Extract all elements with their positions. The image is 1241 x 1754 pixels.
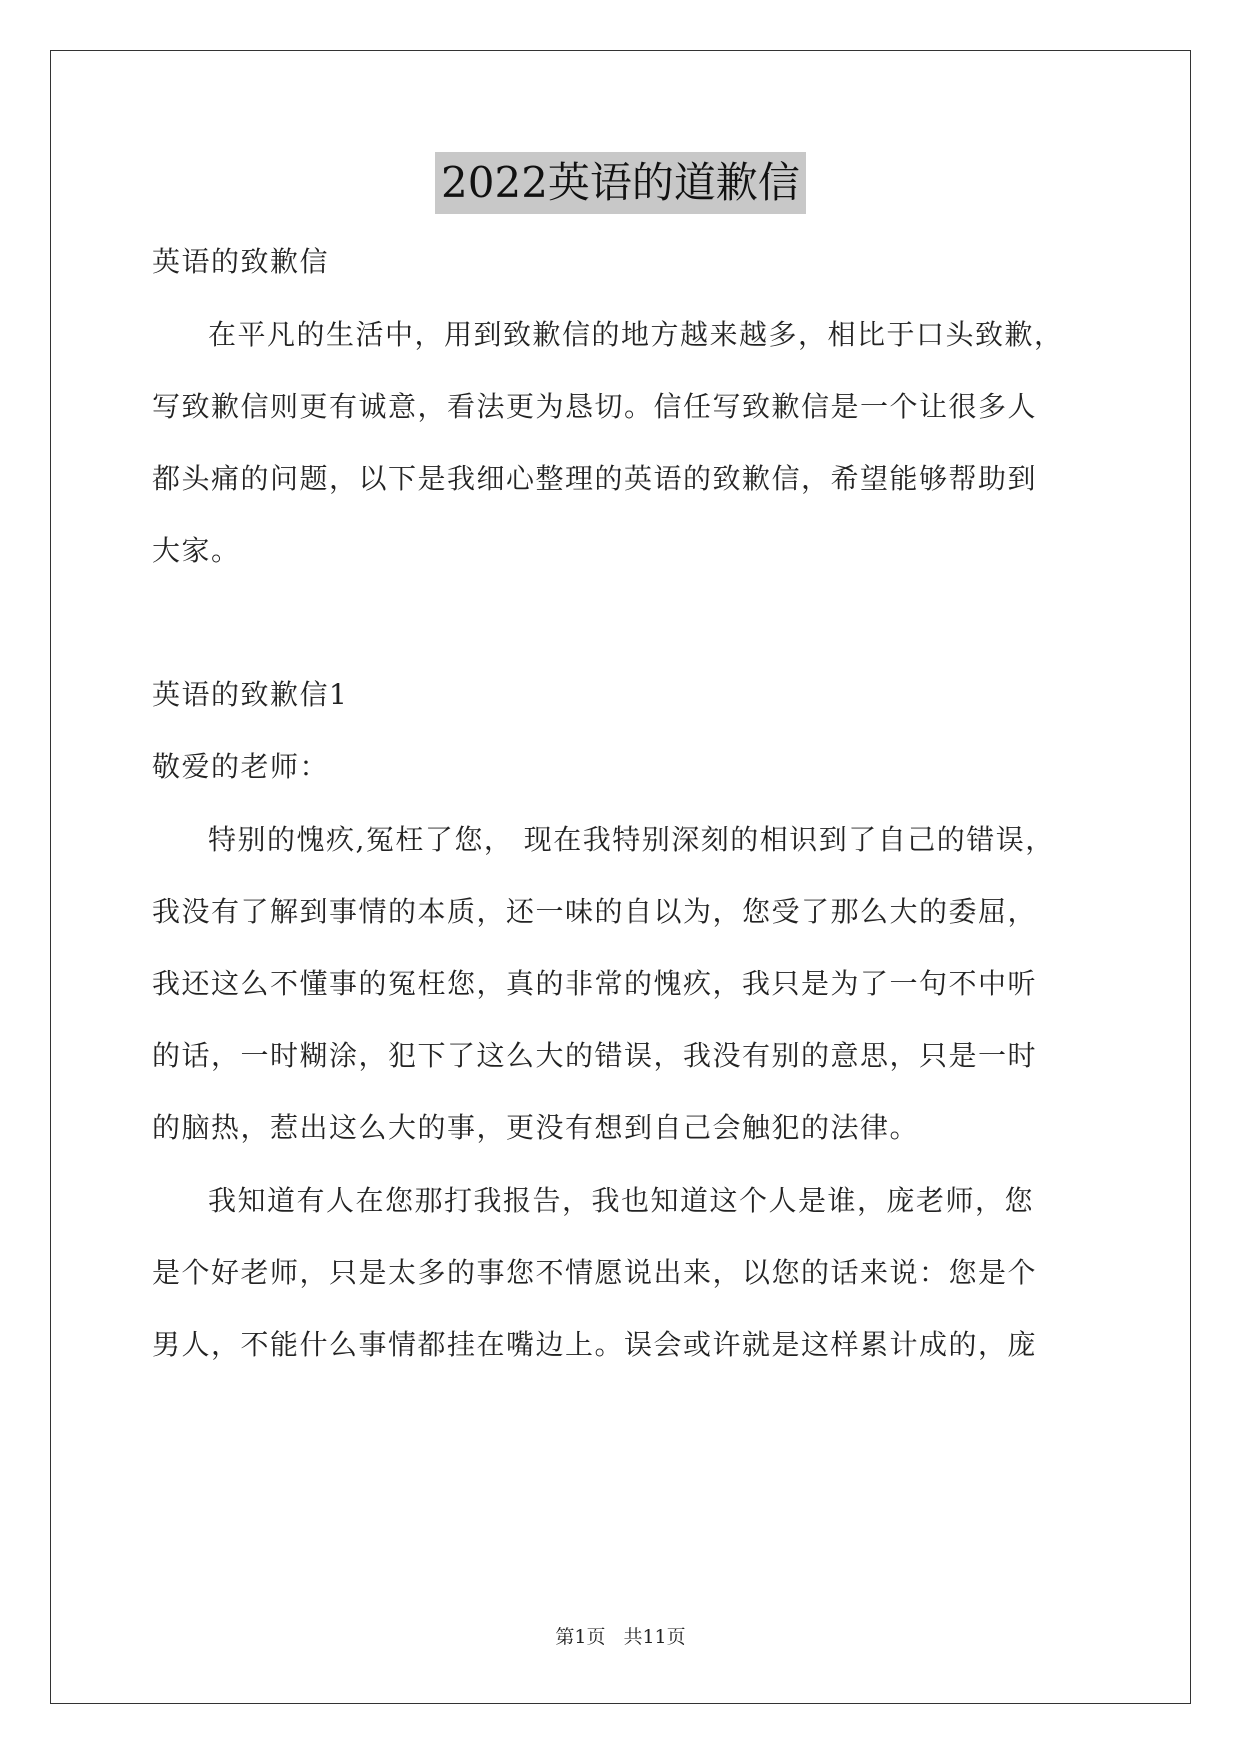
paragraph-line: 我知道有人在您那打我报告，我也知道这个人是谁，庞老师，您: [208, 1184, 1035, 1217]
page-number: 第1页: [555, 1626, 606, 1648]
letter-heading: 英语的致歉信1: [152, 678, 349, 711]
document-title: 2022英语的道歉信: [435, 152, 806, 214]
paragraph-line: 男人，不能什么事情都挂在嘴边上。误会或许就是这样累计成的，庞: [152, 1328, 1038, 1361]
paragraph-line: 都头痛的问题，以下是我细心整理的英语的致歉信，希望能够帮助到: [152, 462, 1038, 495]
paragraph-line: 我还这么不懂事的冤枉您，真的非常的愧疚，我只是为了一句不中听: [152, 967, 1038, 1000]
paragraph-line: 是个好老师，只是太多的事您不情愿说出来，以您的话来说：您是个: [152, 1256, 1038, 1289]
paragraph-line: 写致歉信则更有诚意，看法更为恳切。信任写致歉信是一个让很多人: [152, 390, 1038, 423]
title-container: [0, 152, 1241, 214]
page-total: 共11页: [623, 1626, 686, 1648]
paragraph-line: 我没有了解到事情的本质，还一味的自以为，您受了那么大的委屈，: [152, 895, 1038, 928]
paragraph-line: 特别的愧疚,冤枉了您， 现在我特别深刻的相识到了自己的错误，: [208, 823, 1055, 856]
paragraph-line: 大家。: [152, 534, 241, 567]
paragraph-line: 的话，一时糊涂，犯下了这么大的错误，我没有别的意思，只是一时: [152, 1039, 1038, 1072]
paragraph-line: 在平凡的生活中，用到致歉信的地方越来越多，相比于口头致歉，: [208, 318, 1064, 351]
paragraph-line: 的脑热，惹出这么大的事，更没有想到自己会触犯的法律。: [152, 1111, 920, 1144]
salutation: 敬爱的老师：: [152, 750, 330, 783]
page-footer: [0, 1624, 1241, 1650]
page-border: [50, 50, 1191, 1704]
section-heading: 英语的致歉信: [152, 245, 330, 278]
